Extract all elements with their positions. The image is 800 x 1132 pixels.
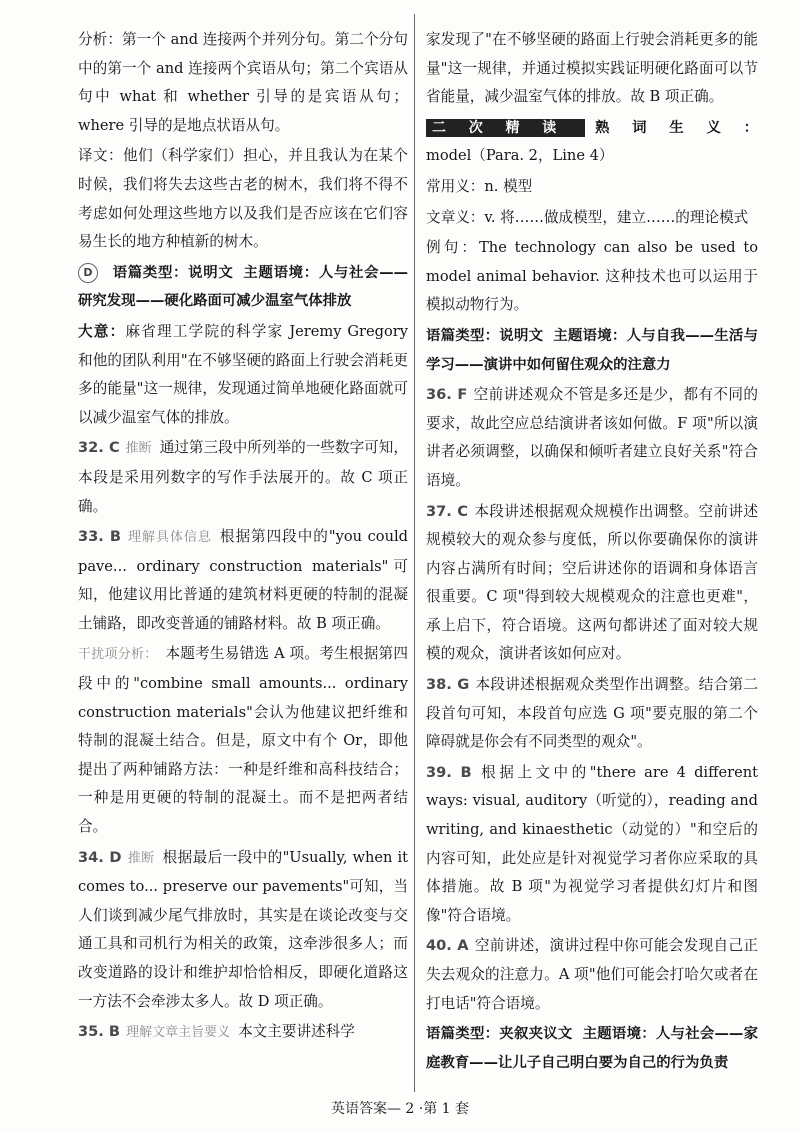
answer-36-text: 空前讲述观众不管是多还是少，都有不同的要求，故此空应总结演讲者该如何做。F 项"所以演讲者必须调整，以确保和倾听者建立良好关系"符合语境。 xyxy=(426,386,758,489)
answer-39 xyxy=(426,759,758,931)
example-value: The technology can also be used to model animal behavior. 这种技术也可以运用于模拟动物行为。 xyxy=(426,239,758,314)
answer-38 xyxy=(426,671,758,757)
theme-value: 人与社会——家庭教育——让儿子自己明白要为自己的行为负责 xyxy=(426,1026,758,1071)
reread-title: 熟词生义： xyxy=(595,119,758,136)
text-type-label: 语篇类型： xyxy=(112,264,189,281)
theme-label: 主题语境： xyxy=(553,327,627,344)
answer-32-tag: 推断 xyxy=(125,441,152,457)
answer-32 xyxy=(78,434,408,521)
summary xyxy=(78,318,408,432)
answer-37-number: 37. C xyxy=(426,502,468,520)
answer-37 xyxy=(426,498,758,670)
answer-35-number: 35. B xyxy=(78,1023,121,1041)
summary-label: 大意： xyxy=(78,322,126,340)
common-meaning xyxy=(426,173,758,202)
answer-40-text: 空前讲述，演讲过程中你可能会发现自己正失去观众的注意力。A 项"他们可能会打哈欠或者在打电话"符合语境。 xyxy=(426,937,758,1012)
answer-34-text: 根据最后一段中的"Usually, when it comes to... preserve our pavements"可知，当人们谈到减少尾气排放时，其实是在谈论改变与交通工具和司机行为相关的政策，这牵涉很多人；而改变道路的设计和维护却恰恰相反，即硬化道路这一方法不会牵涉太多人。故 D 项正确。 xyxy=(78,848,408,1010)
common-meaning-label: 常用义： xyxy=(426,177,485,195)
answer-33-number: 33. B xyxy=(78,528,122,546)
answer-35-text: 本文主要讲述科学 xyxy=(238,1023,355,1041)
example-sentence xyxy=(426,234,758,320)
text-type-value: 夹叙夹议文 xyxy=(499,1026,573,1043)
answer-40-number: 40. A xyxy=(426,937,469,955)
answer-35-tag: 理解文章主旨要义 xyxy=(126,1025,231,1041)
summary-text: 麻省理工学院的科学家 Jeremy Gregory 和他的团队利用"在不够坚硬的路面上行驶会消耗更多的能量"这一规律，发现通过简单地硬化路面就可以减少温室气体的排放。 xyxy=(78,322,408,426)
page-footer: 英语答案— 2 ·第 1 套 xyxy=(330,1101,470,1117)
left-column xyxy=(78,26,408,1050)
answer-40 xyxy=(426,932,758,1018)
answer-33-tag: 理解具体信息 xyxy=(127,530,212,546)
answer-38-number: 38. G xyxy=(426,676,470,694)
text-type-value: 说明文 xyxy=(188,264,234,281)
answer-36-number: 36. F xyxy=(426,386,468,404)
answer-39-text: 根据上文中的"there are 4 different ways: visual, auditory（听觉的），reading and writing, and kinaesthetic（动觉的）"和空后的内容可知，此处应是针对视觉学习者你应采取的具体措施。故 B 项"为视觉学习者提供幻灯片和图像"符合语境。 xyxy=(426,763,758,924)
theme-value: 人与社会——研究发现——硬化路面可减少温室气体排放 xyxy=(78,264,408,310)
passage-d-header xyxy=(78,259,408,316)
answer-34-number: 34. D xyxy=(78,848,122,866)
context-meaning-value: v. 将……做成模型，建立……的理论模式 xyxy=(484,208,749,226)
distractor-label: 干扰项分析： xyxy=(78,647,158,663)
text-type-value: 说明文 xyxy=(499,327,544,344)
text-type-label: 语篇类型： xyxy=(426,327,500,344)
next-passage-header xyxy=(426,1020,758,1077)
theme-label: 主题语境： xyxy=(243,264,319,281)
passage-header xyxy=(426,322,758,379)
analysis-paragraph: 分析：第一个 and 连接两个并列分句。第二个分句中的第一个 and 连接两个宾语从句；第二个宾语从句中 what 和 whether 引导的是宾语从句；where 引导的是地点状语从句。 xyxy=(78,31,408,134)
passage-d-icon: D xyxy=(78,263,98,283)
answer-35 xyxy=(78,1018,408,1048)
distractor-analysis xyxy=(78,640,408,841)
answer-36 xyxy=(426,381,758,495)
answer-34-tag: 推断 xyxy=(127,850,155,866)
answer-33 xyxy=(78,523,408,638)
reread-word: model（Para. 2，Line 4） xyxy=(426,147,614,165)
reread-badge: 二次精读 xyxy=(426,119,585,137)
common-meaning-value: n. 模型 xyxy=(484,177,533,195)
answer-32-text: 通过第三段中所列举的一些数字可知，本段是采用列数字的写作手法展开的。故 C 项正确。 xyxy=(78,439,408,515)
column-divider xyxy=(414,14,415,1092)
answer-38-text: 本段讲述根据观众类型作出调整。结合第二段首句可知，本段首句应选 G 项"要克服的第二个障碍就是你会有不同类型的观众"。 xyxy=(426,676,758,751)
translation-paragraph: 译文：他们（科学家们）担心，并且我认为在某个时候，我们将失去这些古老的树木，我们将不得不考虑如何处理这些地方以及我们是否应该在它们容易生长的地方种植新的树木。 xyxy=(78,147,408,251)
answer-32-number: 32. C xyxy=(78,439,120,457)
reread-section xyxy=(426,114,758,171)
context-meaning xyxy=(426,204,758,233)
answer-37-text: 本段讲述根据观众规模作出调整。空前讲述规模较大的观众参与度低，所以你要确保你的演讲内容占满所有时间；空后讲述你的语调和身体语言很重要。C 项"得到较大规模观众的注意也更难"，承上启下，符合语境。这两句都讲述了面对较大规模的观众，演讲者该如何应对。 xyxy=(426,502,758,663)
context-meaning-label: 文章义： xyxy=(426,208,485,226)
distractor-text: 本题考生易错选 A 项。考生根据第四段中的"combine small amounts... ordinary construction materials"会认为他建议把纤维和特制的混凝土结合。但是，原文中有个 Or，即他提出了两种铺路方法：一种是纤维和高科技结合；一种是用更硬的特制的混凝土。而不是把两者结合。 xyxy=(78,645,408,836)
text-type-label: 语篇类型： xyxy=(426,1026,500,1043)
answer-35-continued: 家发现了"在不够坚硬的路面上行驶会消耗更多的能量"这一规律，并通过模拟实践证明硬化路面可以节省能量，减少温室气体的排放。故 B 项正确。 xyxy=(426,31,758,106)
answer-34 xyxy=(78,844,408,1017)
answer-39-number: 39. B xyxy=(426,763,472,781)
right-column xyxy=(426,26,758,1079)
theme-label: 主题语境： xyxy=(582,1026,656,1043)
answer-33-text: 根据第四段中的"you could pave... ordinary construction materials"可知，他建议用比普通的建筑材料更硬的特制的混凝土铺路，即改变普通的铺路材料。故 B 项正确。 xyxy=(78,528,409,632)
theme-value: 人与自我——生活与学习——演讲中如何留住观众的注意力 xyxy=(426,327,758,373)
example-label: 例句： xyxy=(426,239,480,257)
